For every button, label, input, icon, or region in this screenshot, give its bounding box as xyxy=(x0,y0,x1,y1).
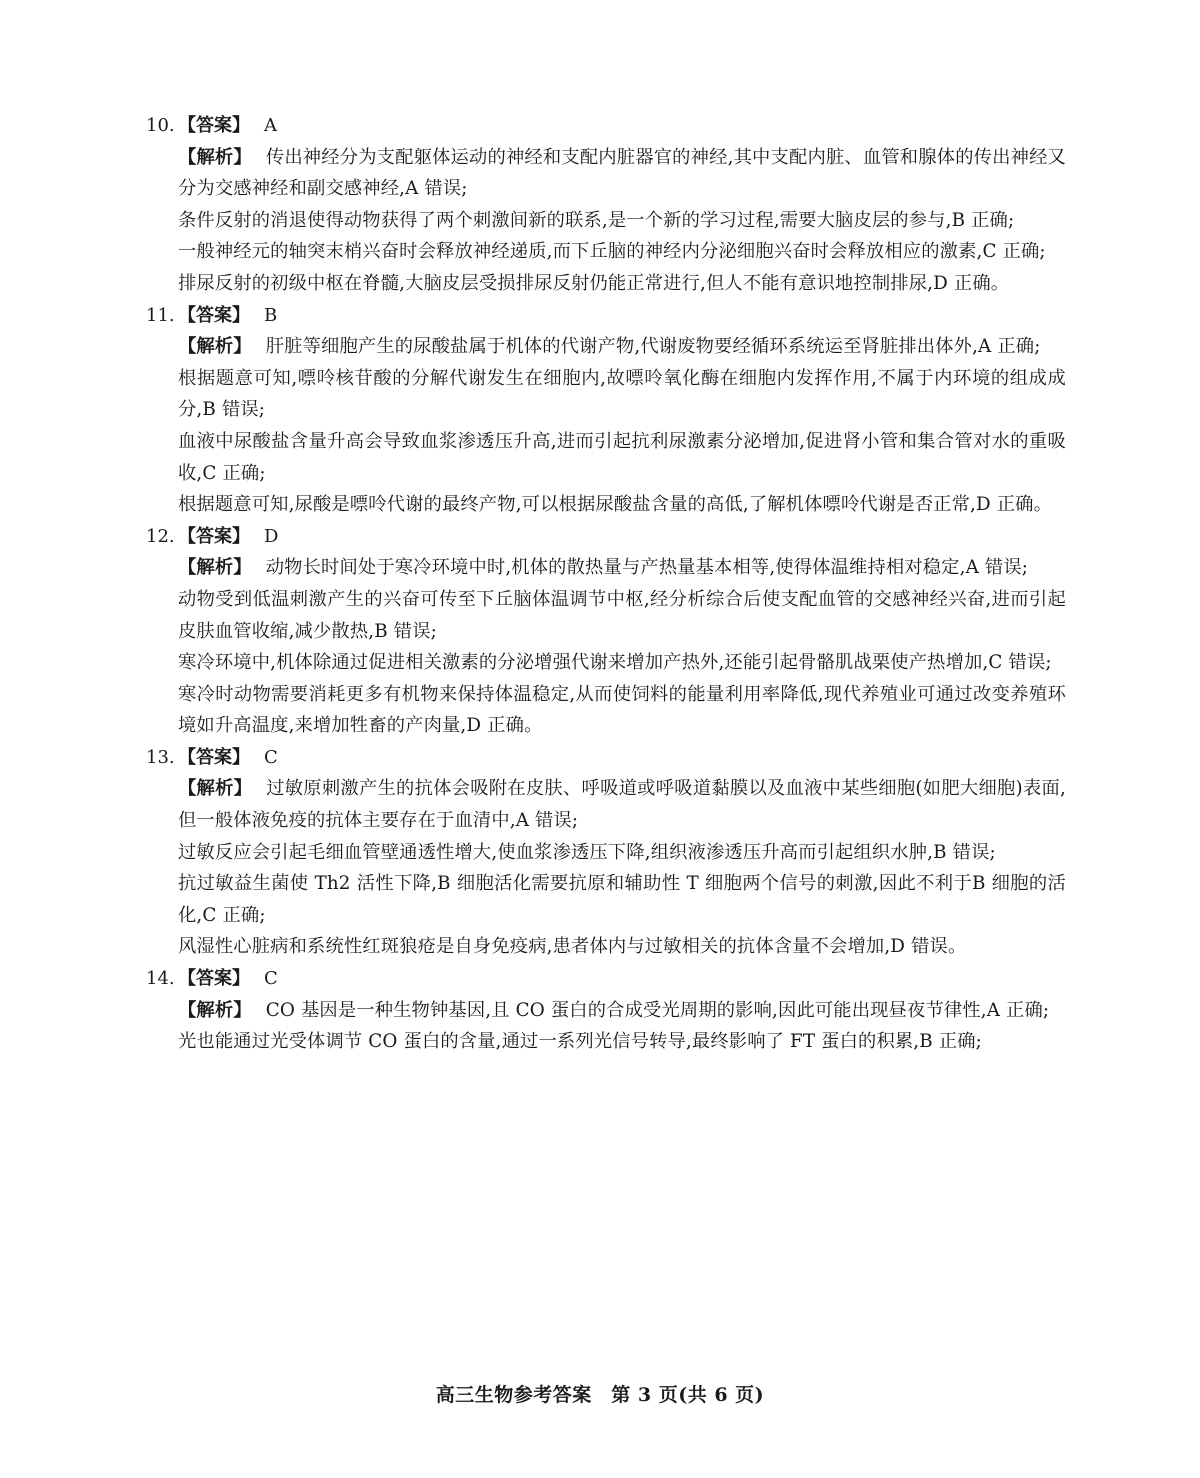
analysis-paragraph xyxy=(178,489,1066,521)
question-number: 14. xyxy=(146,968,175,990)
analysis-paragraph xyxy=(178,268,1066,300)
question-number: 13. xyxy=(146,746,175,768)
answer-tag: 【答案】 xyxy=(178,968,250,990)
analysis-body xyxy=(146,142,1066,300)
answer-line xyxy=(146,963,1066,995)
answer-page xyxy=(146,110,1066,1058)
analysis-paragraph xyxy=(178,426,1066,489)
analysis-paragraph xyxy=(178,1026,1066,1058)
analysis-text: 传出神经分为支配躯体运动的神经和支配内脏器官的神经,其中支配内脏、血管和腺体的传出神经又分为交感神经和副交感神经,A 错误; xyxy=(178,146,1066,200)
question-item xyxy=(146,742,1066,963)
answer-letter: C xyxy=(264,746,278,768)
analysis-paragraph xyxy=(178,995,1066,1027)
analysis-text: 过敏反应会引起毛细血管壁通透性增大,使血浆渗透压下降,组织液渗透压升高而引起组织水肿,B 错误; xyxy=(178,841,996,863)
analysis-text: 条件反射的消退使得动物获得了两个刺激间新的联系,是一个新的学习过程,需要大脑皮层的参与,B 正确; xyxy=(178,209,1015,231)
analysis-text: 一般神经元的轴突末梢兴奋时会释放神经递质,而下丘脑的神经内分泌细胞兴奋时会释放相应的激素,C 正确; xyxy=(178,241,1046,263)
analysis-body xyxy=(146,995,1066,1058)
analysis-text: 风湿性心脏病和系统性红斑狼疮是自身免疫病,患者体内与过敏相关的抗体含量不会增加,D 错误。 xyxy=(178,936,967,958)
analysis-tag: 【解析】 xyxy=(178,999,252,1021)
question-item xyxy=(146,110,1066,300)
analysis-body xyxy=(146,331,1066,521)
analysis-tag: 【解析】 xyxy=(178,336,252,358)
question-item xyxy=(146,521,1066,742)
answer-line xyxy=(146,300,1066,332)
analysis-text: 动物长时间处于寒冷环境中时,机体的散热量与产热量基本相等,使得体温维持相对稳定,A 错误; xyxy=(265,557,1029,579)
analysis-paragraph xyxy=(178,205,1066,237)
answer-line xyxy=(146,742,1066,774)
answer-tag: 【答案】 xyxy=(178,746,250,768)
analysis-paragraph xyxy=(178,679,1066,742)
analysis-tag: 【解析】 xyxy=(178,146,252,168)
analysis-paragraph xyxy=(178,363,1066,426)
answer-tag: 【答案】 xyxy=(178,115,250,136)
answer-line xyxy=(146,110,1066,142)
answer-letter: C xyxy=(264,968,278,990)
analysis-text: 血液中尿酸盐含量升高会导致血浆渗透压升高,进而引起抗利尿激素分泌增加,促进肾小管和集合管对水的重吸收,C 正确; xyxy=(178,430,1066,484)
page-footer: 高三生物参考答案 第 3 页(共 6 页) xyxy=(435,1384,765,1406)
analysis-text: 动物受到低温刺激产生的兴奋可传至下丘脑体温调节中枢,经分析综合后使支配血管的交感神经兴奋,进而引起皮肤血管收缩,减少散热,B 错误; xyxy=(178,588,1066,642)
analysis-paragraph xyxy=(178,236,1066,268)
question-number: 12. xyxy=(146,525,175,547)
question-list xyxy=(146,110,1066,1058)
answer-line xyxy=(146,521,1066,553)
question-item xyxy=(146,963,1066,1058)
analysis-paragraph xyxy=(178,773,1066,836)
question-number: 11. xyxy=(146,304,175,326)
analysis-text: 光也能通过光受体调节 CO 蛋白的含量,通过一系列光信号转导,最终影响了 FT 蛋白的积累,B 正确; xyxy=(178,1031,982,1053)
answer-letter: D xyxy=(264,525,279,547)
question-number: 10. xyxy=(146,115,175,136)
analysis-text: 寒冷环境中,机体除通过促进相关激素的分泌增强代谢来增加产热外,还能引起骨骼肌战栗使产热增加,C 错误; xyxy=(178,652,1052,674)
answer-tag: 【答案】 xyxy=(178,304,250,326)
analysis-tag: 【解析】 xyxy=(178,778,253,800)
analysis-paragraph xyxy=(178,584,1066,647)
analysis-text: 抗过敏益生菌使 Th2 活性下降,B 细胞活化需要抗原和辅助性 T 细胞两个信号的刺激,因此不利于B 细胞的活化,C 正确; xyxy=(178,873,1066,926)
analysis-paragraph xyxy=(178,647,1066,679)
analysis-tag: 【解析】 xyxy=(178,557,252,579)
analysis-text: 寒冷时动物需要消耗更多有机物来保持体温稳定,从而使饲料的能量利用率降低,现代养殖业可通过改变养殖环境如升高温度,来增加牲畜的产肉量,D 正确。 xyxy=(178,683,1066,737)
analysis-text: 肝脏等细胞产生的尿酸盐属于机体的代谢产物,代谢废物要经循环系统运至肾脏排出体外,A 正确; xyxy=(265,336,1041,358)
analysis-body xyxy=(146,773,1066,963)
analysis-body xyxy=(146,552,1066,742)
analysis-text: 根据题意可知,嘌呤核苷酸的分解代谢发生在细胞内,故嘌呤氧化酶在细胞内发挥作用,不属于内环境的组成成分,B 错误; xyxy=(178,367,1066,421)
answer-letter: A xyxy=(264,115,277,136)
analysis-text: 根据题意可知,尿酸是嘌呤代谢的最终产物,可以根据尿酸盐含量的高低,了解机体嘌呤代谢是否正常,D 正确。 xyxy=(178,494,1053,516)
question-item xyxy=(146,300,1066,521)
analysis-text: CO 基因是一种生物钟基因,且 CO 蛋白的合成受光周期的影响,因此可能出现昼夜节律性,A 正确; xyxy=(265,999,1050,1021)
answer-letter: B xyxy=(264,304,278,326)
analysis-paragraph xyxy=(178,868,1066,931)
analysis-paragraph xyxy=(178,142,1066,205)
analysis-paragraph xyxy=(178,552,1066,584)
analysis-paragraph xyxy=(178,931,1066,963)
analysis-text: 过敏原刺激产生的抗体会吸附在皮肤、呼吸道或呼吸道黏膜以及血液中某些细胞(如肥大细胞)表面,但一般体液免疫的抗体主要存在于血清中,A 错误; xyxy=(178,778,1066,832)
answer-tag: 【答案】 xyxy=(178,525,250,547)
analysis-paragraph xyxy=(178,331,1066,363)
analysis-paragraph xyxy=(178,837,1066,869)
analysis-text: 排尿反射的初级中枢在脊髓,大脑皮层受损排尿反射仍能正常进行,但人不能有意识地控制排尿,D 正确。 xyxy=(178,272,1010,294)
